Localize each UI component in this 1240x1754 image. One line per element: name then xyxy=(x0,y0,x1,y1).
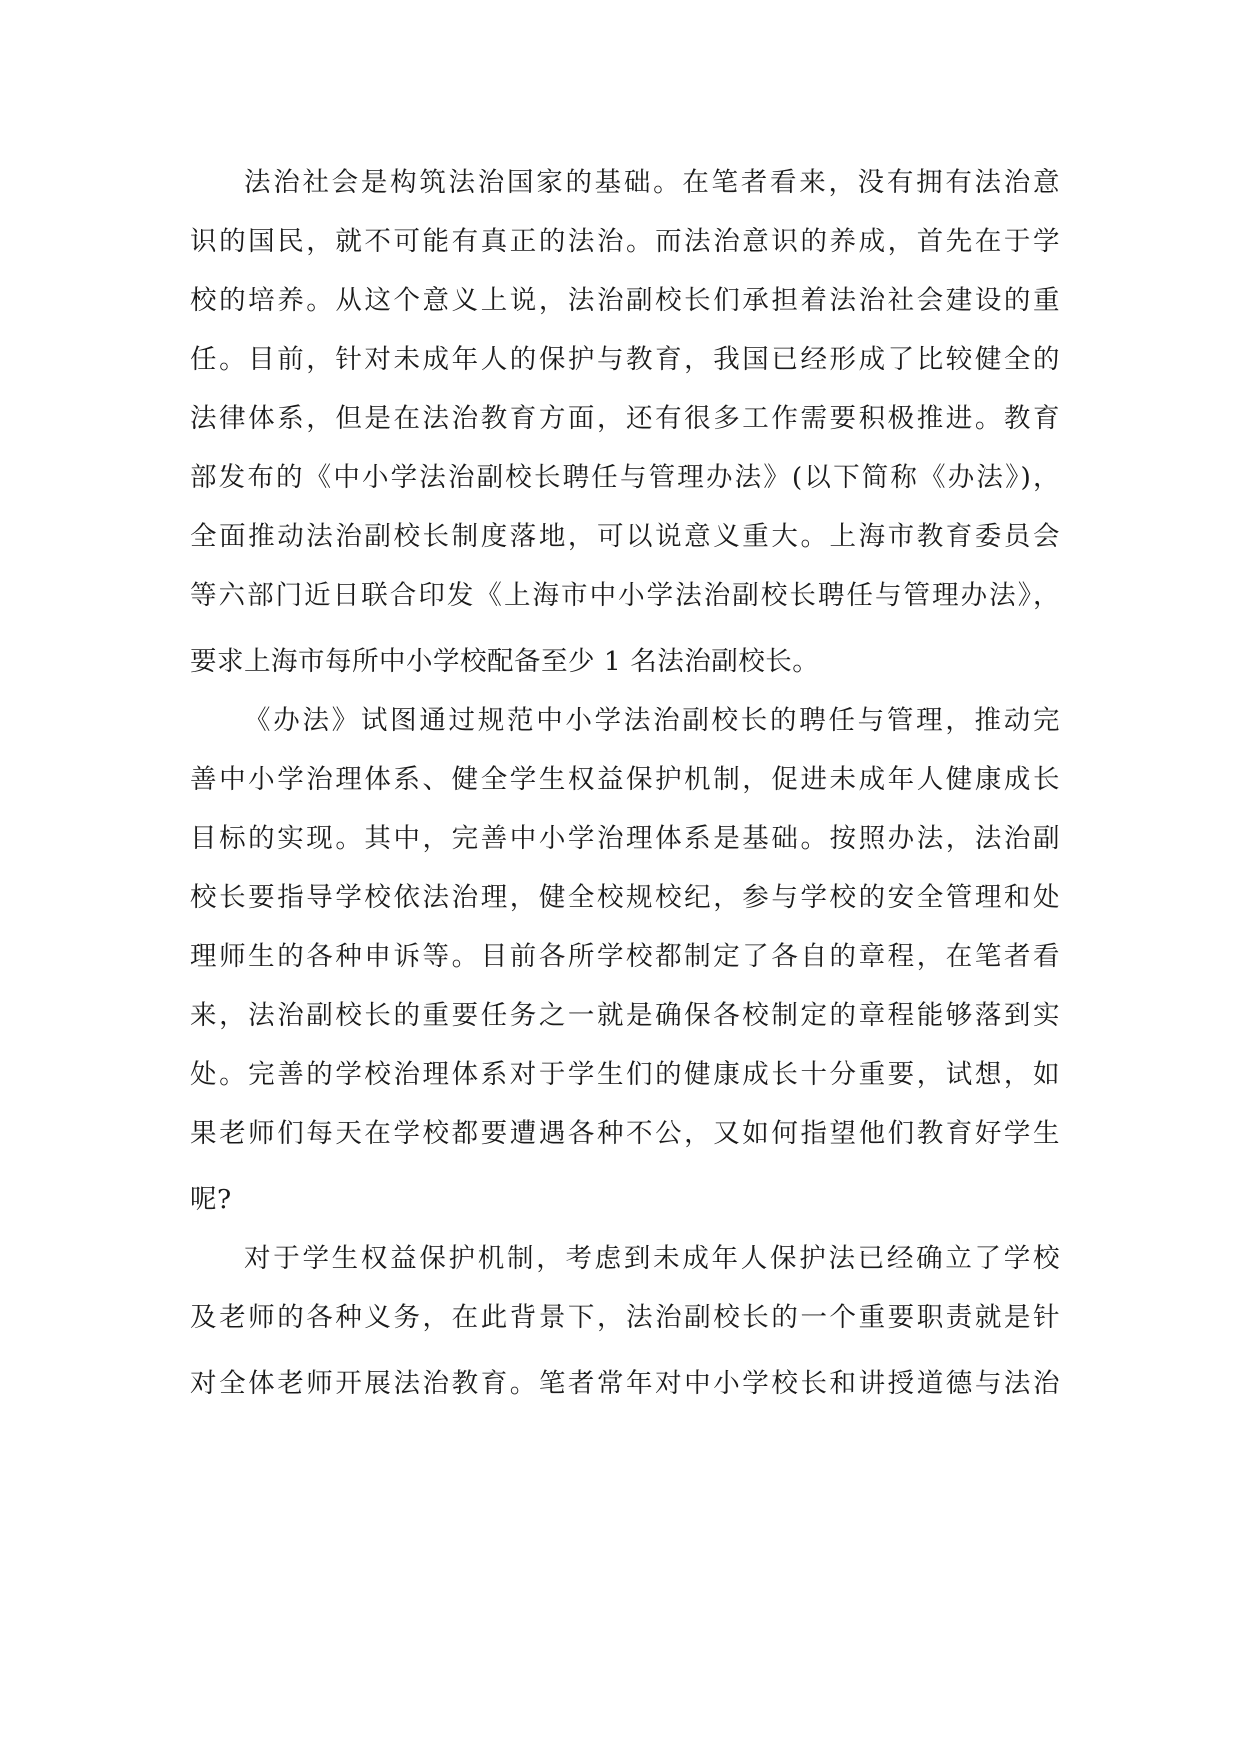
paragraph-3-line-2: 及老师的各种义务，在此背景下，法治副校长的一个重要职责就是针 xyxy=(190,1302,1060,1333)
paragraph-2-line-8: 果老师们每天在学校都要遭遇各种不公，又如何指望他们教育好学生 xyxy=(190,1118,1060,1149)
paragraph-2-line-1: 《办法》试图通过规范中小学法治副校长的聘任与管理，推动完 xyxy=(244,705,1060,736)
paragraph-2-line-7: 处。完善的学校治理体系对于学生们的健康成长十分重要，试想，如 xyxy=(190,1059,1060,1090)
paragraph-1-line-3: 校的培养。从这个意义上说，法治副校长们承担着法治社会建设的重 xyxy=(190,285,1060,316)
paragraph-1-line-1: 法治社会是构筑法治国家的基础。在笔者看来，没有拥有法治意 xyxy=(244,167,1060,198)
paragraph-1-line-6: 部发布的《中小学法治副校长聘任与管理办法》(以下简称《办法》)， xyxy=(190,462,1060,493)
paragraph-2-line-2: 善中小学治理体系、健全学生权益保护机制，促进未成年人健康成长 xyxy=(190,764,1060,795)
paragraph-2-line-9: 呢? xyxy=(190,1184,232,1215)
paragraph-1-line-5: 法律体系，但是在法治教育方面，还有很多工作需要积极推进。教育 xyxy=(190,403,1060,434)
paragraph-1-line-9: 要求上海市每所中小学校配备至少 1 名法治副校长。 xyxy=(190,646,820,677)
paragraph-2-line-3: 目标的实现。其中，完善中小学治理体系是基础。按照办法，法治副 xyxy=(190,823,1060,854)
paragraph-3-line-1: 对于学生权益保护机制，考虑到未成年人保护法已经确立了学校 xyxy=(244,1243,1060,1274)
paragraph-2-line-5: 理师生的各种申诉等。目前各所学校都制定了各自的章程，在笔者看 xyxy=(190,941,1060,972)
paragraph-2-line-4: 校长要指导学校依法治理，健全校规校纪，参与学校的安全管理和处 xyxy=(190,882,1060,913)
paragraph-3-line-3: 对全体老师开展法治教育。笔者常年对中小学校长和讲授道德与法治 xyxy=(190,1368,1060,1399)
paragraph-1-line-7: 全面推动法治副校长制度落地，可以说意义重大。上海市教育委员会 xyxy=(190,521,1060,552)
paragraph-1-line-4: 任。目前，针对未成年人的保护与教育，我国已经形成了比较健全的 xyxy=(190,344,1060,375)
paragraph-1-line-8: 等六部门近日联合印发《上海市中小学法治副校长聘任与管理办法》， xyxy=(190,580,1060,611)
paragraph-2-line-6: 来，法治副校长的重要任务之一就是确保各校制定的章程能够落到实 xyxy=(190,1000,1060,1031)
paragraph-1-line-2: 识的国民，就不可能有真正的法治。而法治意识的养成，首先在于学 xyxy=(190,226,1060,257)
